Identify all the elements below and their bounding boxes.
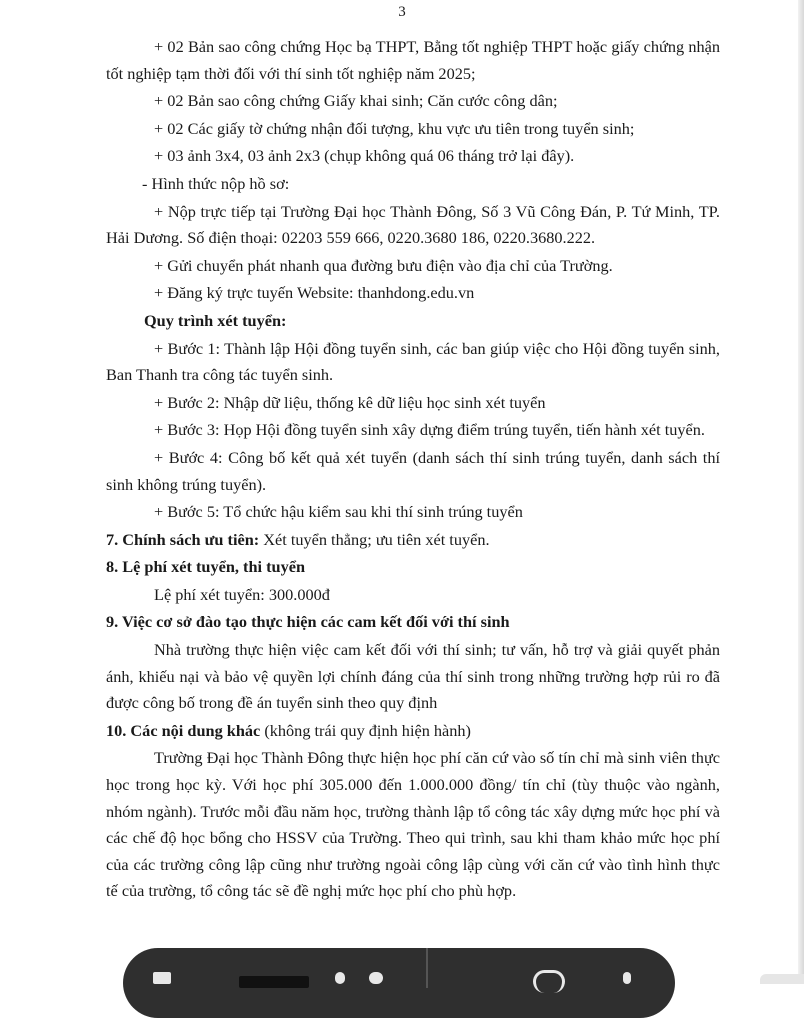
paragraph-submission-method: - Hình thức nộp hồ sơ: <box>142 173 290 193</box>
process-heading: Quy trình xét tuyển: <box>144 310 287 330</box>
paragraph-transcript: + 02 Bản sao công chứng Học bạ THPT, Bằng tốt nghiệp THPT hoặc giấy chứng nhận tốt nghiệp tạm thời đối với thí sinh tốt nghiệp năm 2025; <box>106 37 720 83</box>
step-2: + Bước 2: Nhập dữ liệu, thống kê dữ liệu học sinh xét tuyển <box>154 392 546 412</box>
step-4: + Bước 4: Công bố kết quả xét tuyển (danh sách thí sinh trúng tuyển, danh sách thí sinh không trúng tuyển). <box>106 447 720 494</box>
section-7-text: Xét tuyển thẳng; ưu tiên xét tuyển. <box>259 529 490 549</box>
toolbar-divider <box>426 948 428 988</box>
step-1: + Bước 1: Thành lập Hội đồng tuyển sinh, các ban giúp việc cho Hội đồng tuyển sinh, Ban Thanh tra công tác tuyển sinh. <box>106 338 720 385</box>
paragraph-direct-submission: + Nộp trực tiếp tại Trường Đại học Thành Đông, Số 3 Vũ Công Đán, P. Tứ Minh, TP. Hải Dương. Số điện thoại: 02203 559 666, 0220.3680 186, 0220.3680.222. <box>106 201 720 248</box>
page-edge-shadow <box>798 0 804 984</box>
step-5: + Bước 5: Tổ chức hậu kiểm sau khi thí sinh trúng tuyển <box>154 502 523 522</box>
paragraph-photos: + 03 ảnh 3x4, 03 ảnh 2x3 (chụp không quá 06 tháng trở lại đây). <box>154 146 575 166</box>
section-9-heading: 9. Việc cơ sở đào tạo thực hiện các cam kết đối với thí sinh <box>106 612 510 632</box>
corner-shade <box>760 974 804 984</box>
search-icon[interactable] <box>533 970 565 993</box>
page-number: 3 <box>398 4 406 20</box>
document-body <box>106 34 720 905</box>
paragraph-online-registration: + Đăng ký trực tuyến Website: thanhdong.edu.vn <box>154 283 475 303</box>
page-indicator-icon[interactable] <box>239 976 309 988</box>
section-9-text: Nhà trường thực hiện việc cam kết đối với thí sinh; tư vấn, hỗ trợ và giải quyết phản ánh, khiếu nại và bảo vệ quyền lợi chính đáng của thí sinh trong những trường hợp rủi ro đã được công bố trong đề án tuyển sinh theo quy định <box>106 640 720 713</box>
dot-icon[interactable] <box>369 972 383 984</box>
paragraph-postal-submission: + Gửi chuyển phát nhanh qua đường bưu điện vào địa chỉ của Trường. <box>154 255 613 275</box>
section-7 <box>106 527 720 554</box>
paragraph-birth-certificate: + 02 Bản sao công chứng Giấy khai sinh; Căn cước công dân; <box>154 91 558 111</box>
viewer-toolbar <box>123 948 675 1018</box>
menu-icon[interactable] <box>153 972 171 984</box>
section-10-heading: 10. Các nội dung khác <box>106 720 261 740</box>
section-10-text: Trường Đại học Thành Đông thực hiện học phí căn cứ vào số tín chỉ mà sinh viên thực học trong học kỳ. Với học phí 305.000 đến 1.000.000 đồng/ tín chỉ (tùy thuộc vào ngành, nhóm ngành). Trước mỗi đầu năm học, trường thành lập tổ công tác xây dựng mức học phí và các chế độ học bổng cho HSSV của Trường. Theo qui trình, sau khi tham khảo mức học phí của các trường công lập cũng như trường ngoài công lập cùng với căn cứ vào tình hình thực tế của trường, tổ công tác sẽ đề nghị mức học phí cho phù hợp. <box>106 748 720 901</box>
section-8-text: Lệ phí xét tuyển: 300.000đ <box>154 584 330 604</box>
dot-icon[interactable] <box>335 972 345 984</box>
section-8-heading: 8. Lệ phí xét tuyển, thi tuyển <box>106 557 306 577</box>
section-10-note: (không trái quy định hiện hành) <box>260 720 471 740</box>
more-icon[interactable] <box>623 972 631 984</box>
section-10 <box>106 718 720 745</box>
section-7-heading: 7. Chính sách ưu tiên: <box>106 529 260 549</box>
paragraph-priority-documents: + 02 Các giấy tờ chứng nhận đối tượng, khu vực ưu tiên trong tuyển sinh; <box>154 118 635 138</box>
step-3: + Bước 3: Họp Hội đồng tuyển sinh xây dựng điểm trúng tuyển, tiến hành xét tuyển. <box>154 420 705 440</box>
